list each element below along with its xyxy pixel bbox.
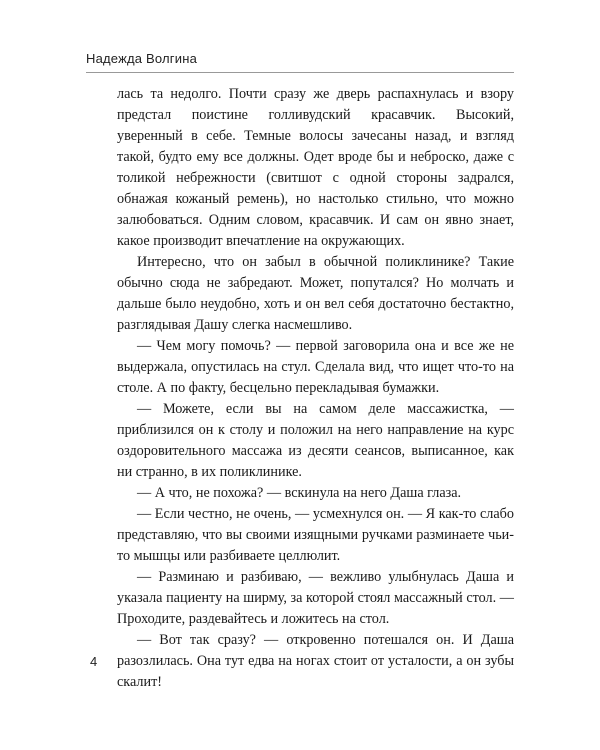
page-number: 4: [90, 654, 98, 669]
paragraph-dialogue: — Чем могу помочь? — первой заговорила она и все же не выдержала, опустилась на стул. Сделала вид, что ищет что-то на столе. А по факту, бесцельно перекладывая бумажки.: [117, 338, 514, 396]
paragraph-dialogue: — Разминаю и разбиваю, — вежливо улыбнулась Даша и указала пациенту на ширму, за которой стоял массажный стол. — Проходите, раздевайтесь и ложитесь на стол.: [117, 569, 514, 627]
body-text: [117, 84, 514, 693]
paragraph-dialogue: — Если честно, не очень, — усмехнулся он. — Я как-то слабо представляю, что вы своими изящными ручками разминаете чьи-то мышцы или разбиваете целлюлит.: [117, 506, 514, 564]
paragraph-continued: лась та недолго. Почти сразу же дверь распахнулась и взору предстал поистине голливудский красавчик. Высокий, уверенный в себе. Темные волосы зачесаны назад, и взгляд такой, будто ему все должны. Одет вроде бы и неброско, даже с толикой небрежности (свитшот с одной стороны задрался, обнажая кожаный ремень), но настолько стильно, что можно залюбоваться. Одним словом, красавчик. И сам он явно знает, какое производит впечатление на окружающих.: [117, 86, 514, 249]
paragraph-dialogue: — Можете, если вы на самом деле массажистка, — приблизился он к столу и положил на него направление на курс оздоровительного массажа из десяти сеансов, выписанное, как ни странно, в их поликлинике.: [117, 401, 514, 480]
paragraph-dialogue: — А что, не похожа? — вскинула на него Даша глаза.: [137, 485, 462, 501]
paragraph: Интересно, что он забыл в обычной поликлинике? Такие обычно сюда не забредают. Может, попутался? Но молчать и дальше было неудобно, хоть и он вел себя достаточно бестактно, разглядывая Дашу слегка насмешливо.: [117, 254, 514, 333]
running-header-author: Надежда Волгина: [86, 51, 198, 66]
paragraph-dialogue: — Вот так сразу? — откровенно потешался он. И Даша разозлилась. Она тут едва на ногах стоит от усталости, а он зубы скалит!: [117, 632, 514, 690]
header-divider: [86, 72, 514, 73]
